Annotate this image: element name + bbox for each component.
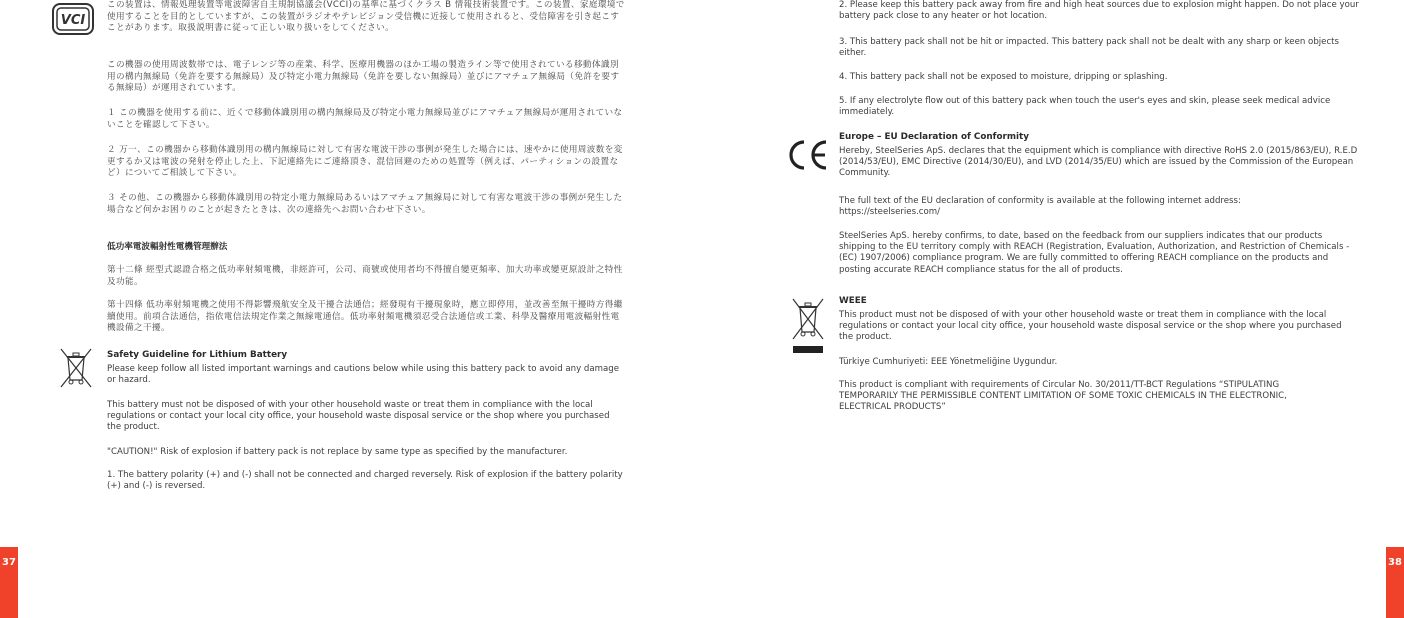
battery-paragraph-fire: 2. Please keep this battery pack away from fire and high heat sources due to explosion might happen. Do not place your battery pack close to any heater or hot location.	[839, 0, 1359, 22]
ja-paragraph-item-2: ２ 万一、この機器から移動体識別用の構内無線局に対して有害な電波干渉の事例が発生した場合には、速やかに使用周波数を変更するか又は電波の発射を停止した上、下記連絡先にご連絡頂き、混信回避のための処置等（例えば、パーティションの設置など）についてご相談して下さい。	[107, 145, 623, 179]
weee-paragraph-disposal: This product must not be disposed of with your other household waste or treat them in compliance with the local regulations or contact your local city office, your household waste disposal service or the shop where you purchased the product.	[839, 310, 1342, 343]
weee-heading: WEEE	[839, 296, 867, 306]
ce-mark-icon	[785, 138, 829, 172]
vcci-logo-icon	[52, 3, 94, 35]
page-number-tab-right	[1386, 547, 1404, 618]
eu-heading: Europe – EU Declaration of Conformity	[839, 132, 1029, 142]
weee-bin-icon	[788, 296, 828, 354]
svg-text:VCI: VCI	[60, 13, 86, 28]
page-number-tab-left	[0, 547, 18, 618]
battery-paragraph-impact: 3. This battery pack shall not be hit or impacted. This battery pack shall not be dealt with any sharp or keen objects either.	[839, 37, 1340, 59]
crossed-bin-icon	[56, 346, 96, 390]
ja-paragraph-item-3: ３ その他、この機器から移動体識別用の特定小電力無線局あるいはアマチュア無線局に対して有害な電波干渉の事例が発生した場合など何かお困りのことが起きたときは、次の連絡先へお問い合わせ下さい。	[107, 193, 623, 215]
ja-paragraph-vcci: この装置は、情報処理装置等電波障害自主規制協議会(VCCI)の基準に基づくクラス B 情報技術装置です。この装置、家庭環境で使用することを目的としていますが、この装置がラジオやテレビジョン受信機に近接して使用されると、受信障害を引き起こすことがあります。取扱説明書に従って正しい取り扱いをしてください。	[107, 0, 625, 34]
safety-paragraph-disposal: This battery must not be disposed of with your other household waste or treat them in compliance with the local regulations or contact your local city office, your household waste disposal service or the shop where you purchased the product.	[107, 400, 610, 433]
page-number: 38	[1388, 557, 1402, 568]
safety-paragraph-polarity: 1. The battery polarity (+) and (-) shall not be connected and charged reversely. Risk of explosion if the battery polarity (+) and (-) is reversed.	[107, 470, 623, 492]
weee-paragraph-vietnam: This product is compliant with requirements of Circular No. 30/2011/TT-BCT Regulations “STIPULATING TEMPORARILY THE PERMISSIBLE CONTENT LIMITATION OF SOME TOXIC CHEMICALS IN THE ELECTRONIC, ELECTRICAL PRODUCTS”	[839, 380, 1287, 413]
battery-paragraph-moisture: 4. This battery pack shall not be exposed to moisture, dripping or splashing.	[839, 72, 1168, 82]
tw-paragraph-article-12: 第十二條 經型式認證合格之低功率射頻電機，非經許可，公司、商號或使用者均不得擅自變更頻率、加大功率或變更原設計之特性及功能。	[107, 265, 623, 287]
safety-heading: Safety Guideline for Lithium Battery	[107, 350, 288, 360]
weee-paragraph-turkey: Türkiye Cumhuriyeti: EEE Yönetmeliğine Uygundur.	[839, 357, 1058, 367]
safety-paragraph-intro: Please keep follow all listed important warnings and cautions below while using this battery pack to avoid any damage or hazard.	[107, 364, 620, 386]
safety-paragraph-caution: "CAUTION!" Risk of explosion if battery pack is not replace by same type as specified by the manufacturer.	[107, 447, 568, 457]
eu-paragraph-reach: SteelSeries ApS. hereby confirms, to date, based on the feedback from our suppliers indicates that our products shipping to the EU territory comply with REACH (Registration, Evaluation, Authorization, and Restriction of Chemicals - (EC) 1907/2006) compliance program. We are fully committed to offering REACH compliance on the products and posting accurate REACH compliance status for the all of products.	[839, 231, 1350, 275]
right-page	[702, 0, 1404, 618]
tw-paragraph-article-14: 第十四條 低功率射頻電機之使用不得影響飛航安全及干擾合法通信；經發現有干擾現象時，應立即停用，並改善至無干擾時方得繼續使用。前項合法通信，指依電信法規定作業之無線電通信。低功率射頻電機須忍受合法通信或工業、科學及醫療用電波輻射性電機設備之干擾。	[107, 300, 623, 334]
tw-heading: 低功率電波輻射性電機管理辦法	[107, 242, 228, 252]
battery-paragraph-electrolyte: 5. If any electrolyte flow out of this battery pack when touch the user's eyes and skin, please seek medical advice immediately.	[839, 96, 1331, 118]
eu-paragraph-fulltext: The full text of the EU declaration of conformity is available at the following internet address: https://steelseries.com/	[839, 196, 1241, 218]
ja-paragraph-item-1: １ この機器を使用する前に、近くで移動体識別用の構内無線局及び特定小電力無線局並びにアマチュア無線局が運用されていないことを確認して下さい。	[107, 108, 623, 130]
eu-paragraph-declaration: Hereby, SteelSeries ApS. declares that the equipment which is compliance with directive RoHS 2.0 (2015/863/EU), R.E.D (2014/53/EU), EMC Directive (2014/30/EU), and LVD (2014/35/EU) which are issued by the Commission of the European Community.	[839, 146, 1358, 179]
page-number: 37	[2, 557, 16, 568]
ja-paragraph-frequency: この機器の使用周波数帯では、電子レンジ等の産業、科学、医療用機器のほか工場の製造ライン等で使用されている移動体識別用の構内無線局（免許を要する無線局）及び特定小電力無線局（免許を要しない無線局）並びにアマチュア無線局（免許を要する無線局）が運用されています。	[107, 60, 620, 94]
